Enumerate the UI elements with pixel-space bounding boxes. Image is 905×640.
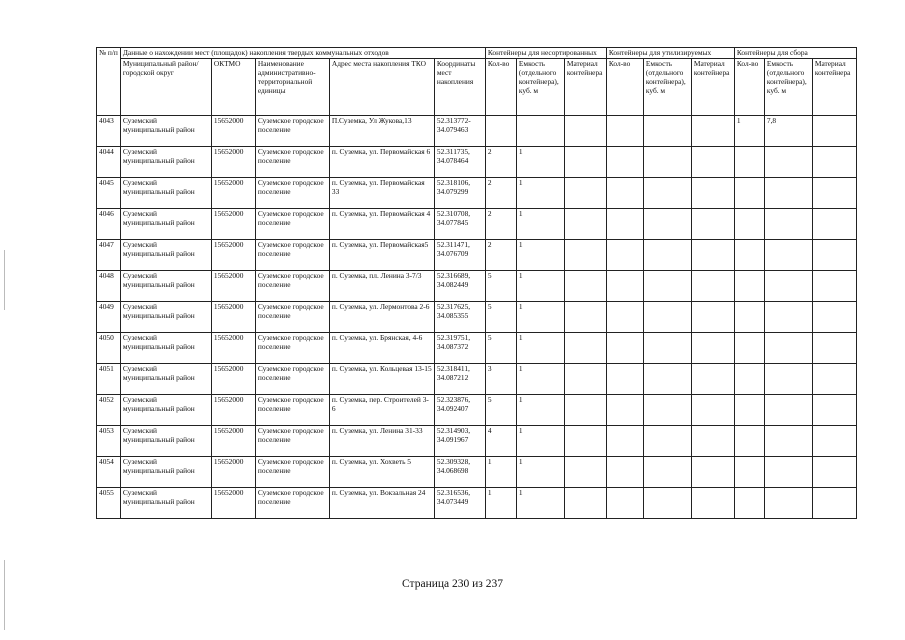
cell-c-cap — [764, 457, 812, 488]
cell-u-cap: 1 — [516, 302, 564, 333]
table-row — [97, 209, 857, 240]
cell-num: 4052 — [97, 395, 121, 426]
cell-unit: Суземское городское поселение — [255, 209, 329, 240]
cell-num: 4051 — [97, 364, 121, 395]
cell-oktmo: 15652000 — [211, 147, 255, 178]
cell-c-mat — [812, 364, 856, 395]
cell-u-mat — [564, 178, 606, 209]
cell-unit: Суземское городское поселение — [255, 302, 329, 333]
cell-u-cap: 1 — [516, 333, 564, 364]
cell-c-qty — [734, 240, 764, 271]
cell-unit: Суземское городское поселение — [255, 333, 329, 364]
table-row — [97, 147, 857, 178]
scan-edge-mark — [4, 250, 5, 310]
cell-num: 4048 — [97, 271, 121, 302]
cell-r-mat — [691, 147, 734, 178]
cell-unit: Суземское городское поселение — [255, 395, 329, 426]
cell-c-mat — [812, 178, 856, 209]
cell-district: Суземский муниципальный район — [120, 240, 211, 271]
cell-r-cap — [643, 488, 691, 519]
cell-c-qty — [734, 333, 764, 364]
cell-num: 4046 — [97, 209, 121, 240]
cell-u-qty: 5 — [485, 395, 516, 426]
header-unit-name: Наименование административно-территориальной единицы — [255, 59, 329, 116]
cell-address: п. Суземка, пер. Строителей 3-6 — [329, 395, 434, 426]
cell-c-qty: 1 — [734, 116, 764, 147]
cell-u-mat — [564, 209, 606, 240]
cell-c-cap — [764, 333, 812, 364]
table-row — [97, 395, 857, 426]
cell-unit: Суземское городское поселение — [255, 271, 329, 302]
cell-r-cap — [643, 426, 691, 457]
cell-c-cap — [764, 271, 812, 302]
table-row — [97, 457, 857, 488]
cell-c-mat — [812, 240, 856, 271]
cell-coords: 52.311735, 34.078464 — [434, 147, 485, 178]
cell-num: 4045 — [97, 178, 121, 209]
cell-oktmo: 15652000 — [211, 395, 255, 426]
cell-c-cap — [764, 240, 812, 271]
cell-u-cap — [516, 116, 564, 147]
cell-c-mat — [812, 488, 856, 519]
cell-num: 4049 — [97, 302, 121, 333]
cell-c-qty — [734, 271, 764, 302]
cell-oktmo: 15652000 — [211, 426, 255, 457]
cell-c-qty — [734, 147, 764, 178]
cell-r-mat — [691, 116, 734, 147]
cell-oktmo: 15652000 — [211, 457, 255, 488]
cell-address: п. Суземка, ул. Кольцевая 13-15 — [329, 364, 434, 395]
cell-c-mat — [812, 147, 856, 178]
cell-district: Суземский муниципальный район — [120, 178, 211, 209]
cell-r-cap — [643, 364, 691, 395]
cell-u-cap: 1 — [516, 240, 564, 271]
cell-r-qty — [606, 147, 643, 178]
cell-unit: Суземское городское поселение — [255, 147, 329, 178]
cell-u-cap: 1 — [516, 395, 564, 426]
cell-c-qty — [734, 426, 764, 457]
cell-address: п. Суземка, пл. Ленина 3-7/3 — [329, 271, 434, 302]
cell-address: п. Суземка, ул. Первомайская 4 — [329, 209, 434, 240]
header-num: № п/п — [97, 48, 121, 116]
table-row — [97, 364, 857, 395]
cell-r-qty — [606, 178, 643, 209]
cell-num: 4047 — [97, 240, 121, 271]
cell-c-cap — [764, 178, 812, 209]
cell-unit: Суземское городское поселение — [255, 364, 329, 395]
cell-u-qty: 5 — [485, 302, 516, 333]
cell-u-mat — [564, 302, 606, 333]
cell-district: Суземский муниципальный район — [120, 271, 211, 302]
cell-u-mat — [564, 333, 606, 364]
cell-u-mat — [564, 395, 606, 426]
header-recycle-group: Контейнеры для утилизируемых — [606, 48, 734, 59]
cell-r-cap — [643, 240, 691, 271]
header-unsorted-group: Контейнеры для несортированных — [485, 48, 606, 59]
header-unsorted-qty: Кол-во — [485, 59, 516, 116]
header-address: Адрес места накопления ТКО — [329, 59, 434, 116]
cell-r-cap — [643, 116, 691, 147]
cell-oktmo: 15652000 — [211, 364, 255, 395]
cell-u-qty: 4 — [485, 426, 516, 457]
cell-u-qty: 1 — [485, 457, 516, 488]
cell-address: П.Суземка, Ул Жукова,13 — [329, 116, 434, 147]
cell-c-cap: 7,8 — [764, 116, 812, 147]
cell-u-cap: 1 — [516, 209, 564, 240]
header-oktmo: ОКТМО — [211, 59, 255, 116]
cell-oktmo: 15652000 — [211, 209, 255, 240]
cell-c-qty — [734, 178, 764, 209]
cell-district: Суземский муниципальный район — [120, 364, 211, 395]
cell-c-mat — [812, 457, 856, 488]
cell-u-cap: 1 — [516, 271, 564, 302]
cell-u-mat — [564, 116, 606, 147]
cell-coords: 52.323876, 34.092407 — [434, 395, 485, 426]
cell-r-qty — [606, 209, 643, 240]
cell-district: Суземский муниципальный район — [120, 488, 211, 519]
cell-u-qty — [485, 116, 516, 147]
cell-u-mat — [564, 271, 606, 302]
cell-r-mat — [691, 364, 734, 395]
cell-unit: Суземское городское поселение — [255, 457, 329, 488]
cell-district: Суземский муниципальный район — [120, 116, 211, 147]
cell-c-mat — [812, 271, 856, 302]
cell-u-cap: 1 — [516, 364, 564, 395]
cell-u-qty: 2 — [485, 178, 516, 209]
cell-r-mat — [691, 209, 734, 240]
cell-coords: 52.317625, 34.085355 — [434, 302, 485, 333]
table-row — [97, 240, 857, 271]
cell-c-mat — [812, 395, 856, 426]
cell-coords: 52.316689, 34.082449 — [434, 271, 485, 302]
cell-u-mat — [564, 147, 606, 178]
cell-r-cap — [643, 271, 691, 302]
cell-oktmo: 15652000 — [211, 178, 255, 209]
cell-oktmo: 15652000 — [211, 302, 255, 333]
cell-u-cap: 1 — [516, 488, 564, 519]
cell-r-qty — [606, 116, 643, 147]
cell-r-qty — [606, 333, 643, 364]
cell-u-qty: 3 — [485, 364, 516, 395]
cell-r-qty — [606, 271, 643, 302]
header-unsorted-material: Материал контейнера — [564, 59, 606, 116]
cell-u-cap: 1 — [516, 457, 564, 488]
cell-unit: Суземское городское поселение — [255, 116, 329, 147]
header-collect-material: Материал контейнера — [812, 59, 856, 116]
cell-num: 4055 — [97, 488, 121, 519]
table-row — [97, 333, 857, 364]
cell-r-qty — [606, 364, 643, 395]
header-municipality: Муниципальный район/городской округ — [120, 59, 211, 116]
header-collect-group: Контейнеры для сбора — [734, 48, 856, 59]
cell-r-mat — [691, 178, 734, 209]
cell-r-mat — [691, 333, 734, 364]
header-row-columns — [97, 59, 857, 116]
cell-u-qty: 2 — [485, 209, 516, 240]
waste-sites-table — [96, 47, 857, 519]
cell-num: 4050 — [97, 333, 121, 364]
cell-r-mat — [691, 488, 734, 519]
cell-r-cap — [643, 147, 691, 178]
cell-c-mat — [812, 333, 856, 364]
cell-u-mat — [564, 488, 606, 519]
cell-coords: 52.316536, 34.073449 — [434, 488, 485, 519]
cell-r-qty — [606, 488, 643, 519]
header-recycle-qty: Кол-во — [606, 59, 643, 116]
cell-c-mat — [812, 116, 856, 147]
cell-address: п. Суземка, ул. Ленина 31-33 — [329, 426, 434, 457]
table-row — [97, 271, 857, 302]
cell-num: 4054 — [97, 457, 121, 488]
cell-coords: 52.309328, 34.068698 — [434, 457, 485, 488]
cell-district: Суземский муниципальный район — [120, 302, 211, 333]
cell-u-mat — [564, 364, 606, 395]
cell-u-qty: 5 — [485, 333, 516, 364]
cell-num: 4044 — [97, 147, 121, 178]
cell-r-cap — [643, 178, 691, 209]
cell-oktmo: 15652000 — [211, 116, 255, 147]
cell-district: Суземский муниципальный район — [120, 209, 211, 240]
cell-r-mat — [691, 395, 734, 426]
cell-c-qty — [734, 395, 764, 426]
cell-district: Суземский муниципальный район — [120, 333, 211, 364]
cell-coords: 52.318106, 34.079299 — [434, 178, 485, 209]
cell-unit: Суземское городское поселение — [255, 240, 329, 271]
header-row-groups — [97, 48, 857, 59]
cell-district: Суземский муниципальный район — [120, 457, 211, 488]
cell-u-mat — [564, 240, 606, 271]
cell-coords: 52.311471, 34.076709 — [434, 240, 485, 271]
cell-r-qty — [606, 457, 643, 488]
cell-r-mat — [691, 302, 734, 333]
cell-c-qty — [734, 302, 764, 333]
cell-coords: 52.310708, 34.077845 — [434, 209, 485, 240]
cell-district: Суземский муниципальный район — [120, 147, 211, 178]
cell-r-cap — [643, 457, 691, 488]
cell-address: п. Суземка, ул. Брянская, 4-6 — [329, 333, 434, 364]
cell-c-qty — [734, 364, 764, 395]
header-unsorted-capacity: Емкость (отдельного контейнера), куб. м — [516, 59, 564, 116]
header-location-group: Данные о нахождении мест (площадок) накопления твердых коммунальных отходов — [120, 48, 485, 59]
page-number: Страница 230 из 237 — [402, 578, 503, 590]
cell-num: 4053 — [97, 426, 121, 457]
cell-num: 4043 — [97, 116, 121, 147]
table-row — [97, 488, 857, 519]
cell-unit: Суземское городское поселение — [255, 488, 329, 519]
cell-address: п. Суземка, ул. Первомайская 6 — [329, 147, 434, 178]
cell-c-cap — [764, 488, 812, 519]
cell-r-qty — [606, 426, 643, 457]
table-row — [97, 302, 857, 333]
cell-r-cap — [643, 333, 691, 364]
cell-coords: 52.318411, 34.087212 — [434, 364, 485, 395]
cell-oktmo: 15652000 — [211, 271, 255, 302]
cell-u-qty: 1 — [485, 488, 516, 519]
cell-u-mat — [564, 457, 606, 488]
cell-c-cap — [764, 209, 812, 240]
cell-c-cap — [764, 302, 812, 333]
cell-r-cap — [643, 395, 691, 426]
cell-r-mat — [691, 457, 734, 488]
table-row — [97, 116, 857, 147]
cell-oktmo: 15652000 — [211, 333, 255, 364]
cell-r-mat — [691, 271, 734, 302]
cell-u-qty: 2 — [485, 147, 516, 178]
cell-c-qty — [734, 488, 764, 519]
cell-unit: Суземское городское поселение — [255, 426, 329, 457]
cell-address: п. Суземка, ул. Первомайская5 — [329, 240, 434, 271]
scan-edge-mark — [4, 560, 5, 630]
cell-r-cap — [643, 209, 691, 240]
header-recycle-capacity: Емкость (отдельного контейнера), куб. м — [643, 59, 691, 116]
cell-u-qty: 2 — [485, 240, 516, 271]
cell-u-mat — [564, 426, 606, 457]
cell-address: п. Суземка, ул. Хохветь 5 — [329, 457, 434, 488]
cell-u-cap: 1 — [516, 178, 564, 209]
cell-r-qty — [606, 240, 643, 271]
cell-c-cap — [764, 395, 812, 426]
cell-district: Суземский муниципальный район — [120, 426, 211, 457]
cell-coords: 52.313772-34.079463 — [434, 116, 485, 147]
cell-address: п. Суземка, ул. Первомайская 33 — [329, 178, 434, 209]
cell-u-qty: 5 — [485, 271, 516, 302]
cell-r-qty — [606, 302, 643, 333]
header-collect-qty: Кол-во — [734, 59, 764, 116]
cell-coords: 52.314903, 34.091967 — [434, 426, 485, 457]
cell-c-mat — [812, 302, 856, 333]
cell-district: Суземский муниципальный район — [120, 395, 211, 426]
cell-address: п. Суземка, ул. Вокзальная 24 — [329, 488, 434, 519]
cell-c-mat — [812, 426, 856, 457]
table-row — [97, 178, 857, 209]
header-collect-capacity: Емкость (отдельного контейнера), куб. м — [764, 59, 812, 116]
cell-r-mat — [691, 240, 734, 271]
cell-oktmo: 15652000 — [211, 240, 255, 271]
cell-c-qty — [734, 457, 764, 488]
cell-unit: Суземское городское поселение — [255, 178, 329, 209]
header-recycle-material: Материал контейнера — [691, 59, 734, 116]
cell-c-qty — [734, 209, 764, 240]
cell-c-cap — [764, 426, 812, 457]
cell-c-mat — [812, 209, 856, 240]
cell-r-cap — [643, 302, 691, 333]
cell-r-qty — [606, 395, 643, 426]
cell-oktmo: 15652000 — [211, 488, 255, 519]
cell-u-cap: 1 — [516, 426, 564, 457]
table-row — [97, 426, 857, 457]
cell-u-cap: 1 — [516, 147, 564, 178]
cell-r-mat — [691, 426, 734, 457]
cell-c-cap — [764, 147, 812, 178]
cell-address: п. Суземка, ул. Лермонтова 2-6 — [329, 302, 434, 333]
cell-coords: 52.319751, 34.087372 — [434, 333, 485, 364]
cell-c-cap — [764, 364, 812, 395]
header-coords: Координаты мест накопления — [434, 59, 485, 116]
